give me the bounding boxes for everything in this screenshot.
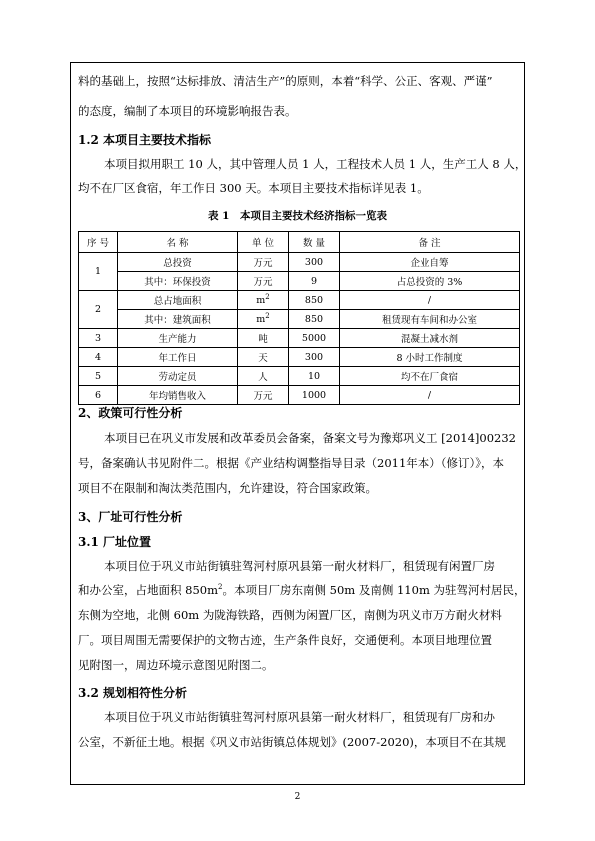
cell-note: 租赁现有车间和办公室 <box>340 310 520 329</box>
table-row <box>79 291 520 310</box>
section-1-2-line-1: 本项目拟用职工 10 人，其中管理人员 1 人，工程技术人员 1 人，生产工人 8 人， <box>104 157 527 171</box>
cell-unit: 万元 <box>238 386 289 405</box>
table-row <box>79 253 520 272</box>
section-3-1-line-2-part-a: 和办公室，占地面积 850m <box>78 583 219 597</box>
table-header-row <box>79 232 520 253</box>
cell-no: 5 <box>79 367 118 386</box>
intro-line-2: 的态度，编制了本项目的环境影响报告表。 <box>78 104 297 118</box>
cell-unit <box>238 310 289 329</box>
table-row <box>79 348 520 367</box>
cell-qty: 1000 <box>289 386 340 405</box>
section-3-1-line-5: 见附图一，周边环境示意图见附图二。 <box>78 658 274 672</box>
cell-qty: 300 <box>289 253 340 272</box>
header-qty: 数 量 <box>289 232 340 253</box>
section-3-1-line-2 <box>78 583 526 597</box>
cell-qty: 850 <box>289 310 340 329</box>
indicator-table <box>78 231 520 405</box>
cell-qty: 5000 <box>289 329 340 348</box>
cell-unit: 万元 <box>238 253 289 272</box>
unit-text: m <box>256 294 266 306</box>
unit-superscript: 2 <box>265 311 270 320</box>
cell-note: 8 小时工作制度 <box>340 348 520 367</box>
cell-no: 3 <box>79 329 118 348</box>
cell-name: 年均销售收入 <box>118 386 238 405</box>
table-row <box>79 367 520 386</box>
table-row <box>79 310 520 329</box>
section-2-line-2: 号，备案确认书见附件二。根据《产业结构调整指导目录（2011年本）（修订）》，本 <box>78 456 505 470</box>
page-number: 2 <box>294 792 301 802</box>
cell-unit: 天 <box>238 348 289 367</box>
cell-name: 生产能力 <box>118 329 238 348</box>
section-3-1-line-4: 厂。项目周围无需要保护的文物古迹，生产条件良好，交通便利。本项目地理位置 <box>78 633 492 647</box>
section-3-2-heading: 3.2 规划相符性分析 <box>78 686 188 700</box>
cell-name: 总占地面积 <box>118 291 238 310</box>
section-3-2-line-2: 公室，不新征土地。根据《巩义市站街镇总体规划》(2007-2020)，本项目不在其规 <box>78 735 506 749</box>
cell-no: 2 <box>79 291 118 329</box>
header-note: 备 注 <box>340 232 520 253</box>
cell-name: 年工作日 <box>118 348 238 367</box>
cell-qty: 10 <box>289 367 340 386</box>
header-name: 名 称 <box>118 232 238 253</box>
cell-name: 其中：环保投资 <box>118 272 238 291</box>
section-3-heading: 3、厂址可行性分析 <box>78 510 183 524</box>
cell-unit: 万元 <box>238 272 289 291</box>
cell-note: 占总投资的 3% <box>340 272 520 291</box>
cell-unit: 吨 <box>238 329 289 348</box>
unit-text: m <box>256 313 266 325</box>
section-2-line-1: 本项目已在巩义市发展和改革委员会备案，备案文号为豫郑巩义工 [2014]00232 <box>104 431 516 445</box>
section-3-2-line-1: 本项目位于巩义市站街镇驻驾河村原巩县第一耐火材料厂，租赁现有厂房和办 <box>104 710 495 724</box>
table-row <box>79 329 520 348</box>
section-3-1-line-3: 东侧为空地，北侧 60m 为陇海铁路，西侧为闲置厂区，南侧为巩义市万方耐火材料 <box>78 608 502 622</box>
cell-qty: 850 <box>289 291 340 310</box>
cell-no: 1 <box>79 253 118 291</box>
table-caption: 表 1 本项目主要技术经济指标一览表 <box>208 210 387 222</box>
unit-superscript: 2 <box>265 292 270 301</box>
section-3-1-line-2-part-b: 。本项目厂房东南侧 50m 及南侧 110m 为驻驾河村居民， <box>222 583 526 597</box>
section-2-heading: 2、政策可行性分析 <box>78 406 183 420</box>
intro-line-1: 料的基础上，按照“达标排放、清洁生产”的原则，本着“科学、公正、客观、严谨” <box>78 74 493 88</box>
cell-name: 其中：建筑面积 <box>118 310 238 329</box>
cell-name: 总投资 <box>118 253 238 272</box>
table-row <box>79 272 520 291</box>
cell-unit: 人 <box>238 367 289 386</box>
section-3-1-line-1: 本项目位于巩义市站街镇驻驾河村原巩县第一耐火材料厂，租赁现有闲置厂房 <box>104 559 495 573</box>
cell-note: / <box>340 386 520 405</box>
area-superscript: 2 <box>218 583 223 592</box>
cell-note: 均不在厂食宿 <box>340 367 520 386</box>
header-unit: 单 位 <box>238 232 289 253</box>
header-no: 序 号 <box>79 232 118 253</box>
section-1-2-line-2: 均不在厂区食宿，年工作日 300 天。本项目主要技术指标详见表 1。 <box>78 181 429 195</box>
cell-note: 混凝土减水剂 <box>340 329 520 348</box>
section-1-2-heading: 1.2 本项目主要技术指标 <box>78 133 212 147</box>
cell-qty: 300 <box>289 348 340 367</box>
cell-unit <box>238 291 289 310</box>
cell-note: / <box>340 291 520 310</box>
cell-qty: 9 <box>289 272 340 291</box>
cell-note: 企业自筹 <box>340 253 520 272</box>
section-2-line-3: 项目不在限制和淘汰类范围内，允许建设，符合国家政策。 <box>78 481 377 495</box>
cell-no: 4 <box>79 348 118 367</box>
cell-name: 劳动定员 <box>118 367 238 386</box>
cell-no: 6 <box>79 386 118 405</box>
table-row <box>79 386 520 405</box>
section-3-1-heading: 3.1 厂址位置 <box>78 535 152 549</box>
